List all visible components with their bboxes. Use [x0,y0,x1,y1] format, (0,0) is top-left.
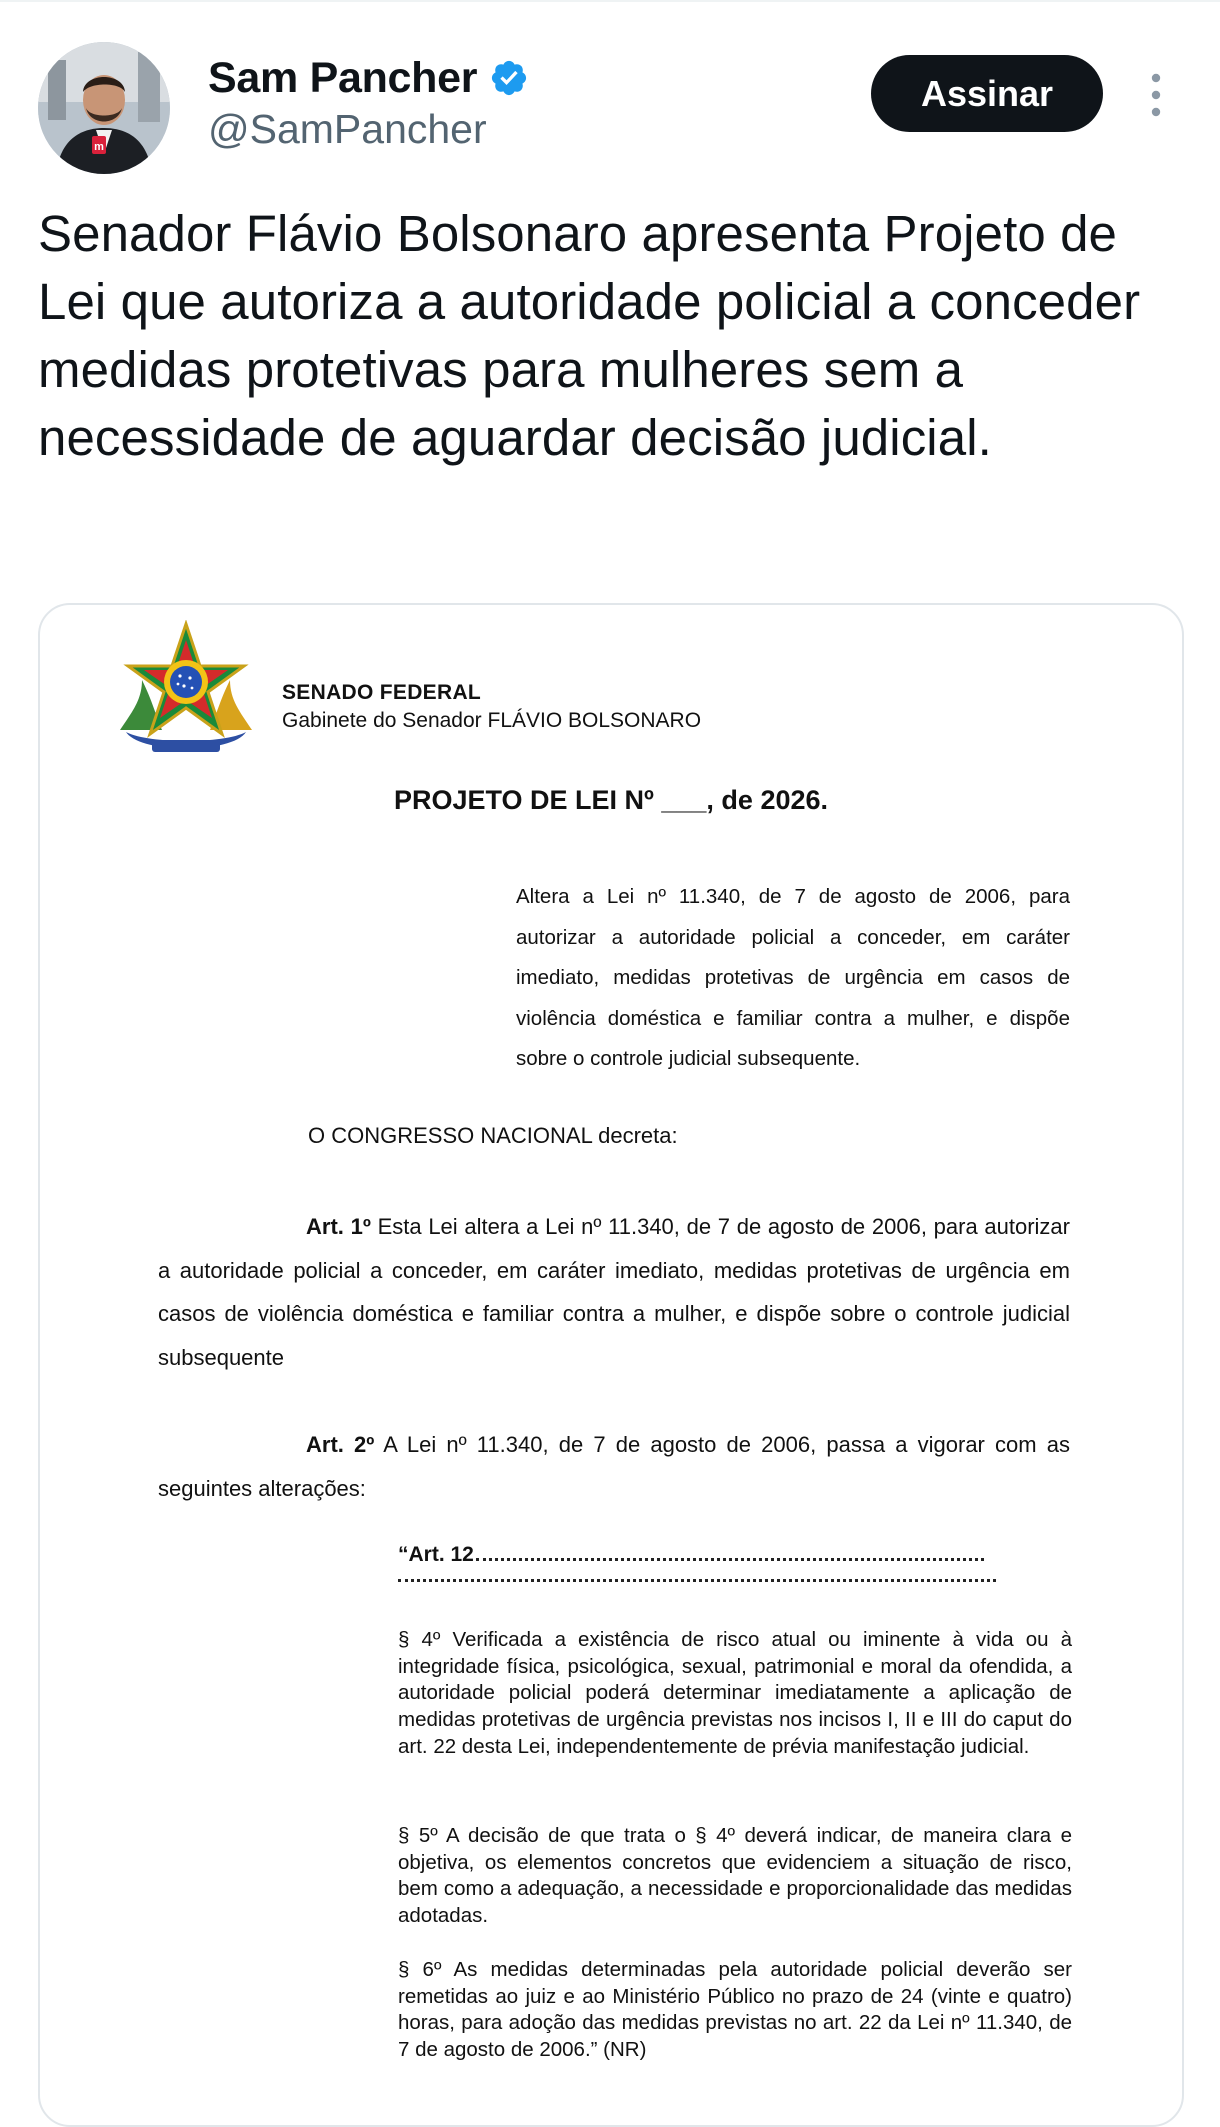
article-1-label: Art. 1º [306,1214,371,1239]
more-vertical-icon[interactable] [1146,72,1166,118]
document-decreta: O CONGRESSO NACIONAL decreta: [308,1123,678,1148]
article-1-text: Esta Lei altera a Lei nº 11.340, de 7 de agosto de 2006, para autorizar a autoridade policial a conceder, em caráter imediato, medidas protetivas de urgência em casos de violência doméstica e familiar contra a mulher, e dispõe sobre o controle judicial subsequente [158,1214,1070,1370]
avatar-photo [38,42,170,174]
author-name-row [208,50,529,106]
paragraph-6: § 6º As medidas determinadas pela autoridade policial deverão ser remetidas ao juiz e ao Ministério Público no prazo de 24 (vinte e quatro) horas, para adoção das medidas previstas no art. 22 da Lei nº 11.340, de 7 de agosto de 2006.” (NR) [398,1958,1072,2062]
svg-text:m: m [94,141,104,153]
verified-badge-icon [489,58,529,98]
document-ementa: Altera a Lei nº 11.340, de 7 de agosto de 2006, para autorizar a autoridade policial a conceder, em caráter imediato, medidas protetivas de urgência em casos de violência doméstica e familiar contra a mulher, e dispõe sobre o controle judicial subsequente. [516,885,1070,1070]
top-divider [0,0,1220,2]
document-page [40,605,1182,2125]
follow-button[interactable]: Assinar [871,55,1103,132]
quoted-article-dots [476,1552,984,1561]
article-2-text: A Lei nº 11.340, de 7 de agosto de 2006, passa a vigorar com as seguintes alterações: [158,1432,1070,1501]
document-title: PROJETO DE LEI Nº ___, de 2026. [393,785,829,815]
quoted-article-label: “Art. 12 [398,1543,474,1566]
avatar[interactable] [38,42,170,174]
author-handle[interactable]: @SamPancher [208,106,487,152]
article-2-label: Art. 2º [306,1432,375,1457]
article-2 [158,1423,1070,1510]
document-institution: SENADO FEDERAL [282,681,482,704]
author-name[interactable]: Sam Pancher [208,53,478,102]
brazil-coat-of-arms-icon [112,620,260,765]
quoted-article-heading [398,1543,984,1567]
omitted-text-dots [398,1571,996,1582]
paragraph-5: § 5º A decisão de que trata o § 4º deverá indicar, de maneira clara e objetiva, os elementos concretos que evidenciem a situação de risco, bem como a adequação, a necessidade e proporcionalidade das medidas adotadas. [398,1824,1072,1928]
paragraph-4: § 4º Verificada a existência de risco atual ou iminente à vida ou à integridade física, psicológica, sexual, patrimonial e moral da ofendida, a autoridade policial poderá determinar imediatamente a aplicação de medidas protetivas de urgência previstas nos incisos I, II e III do caput do art. 22 desta Lei, independentemente de prévia manifestação judicial. [398,1628,1072,1758]
article-1 [158,1205,1070,1379]
tweet-media-image[interactable] [38,603,1184,2127]
document-office: Gabinete do Senador FLÁVIO BOLSONARO [282,709,702,732]
tweet-text: Senador Flávio Bolsonaro apresenta Projeto de Lei que autoriza a autoridade policial a conceder medidas protetivas para mulheres sem a necessidade de aguardar decisão judicial. [38,205,1141,466]
